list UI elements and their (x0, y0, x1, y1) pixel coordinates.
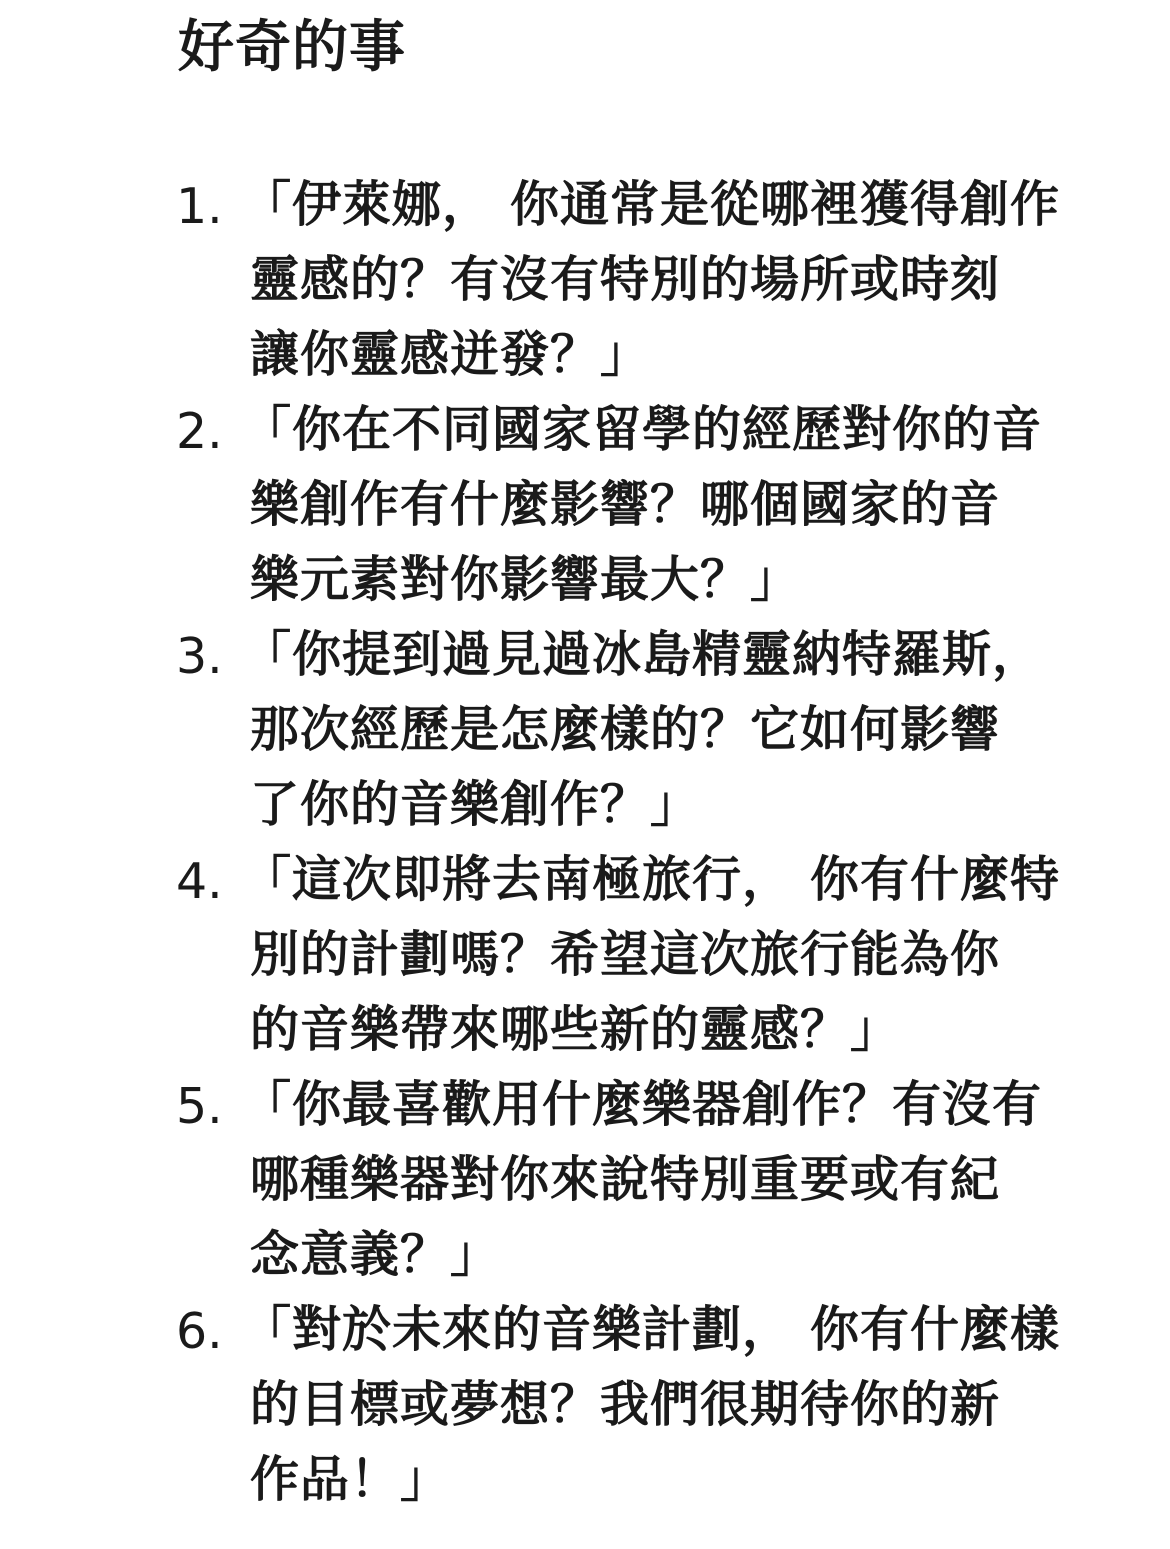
question-text-line: 別的計劃嗎？希望這次旅行能為你 (250, 926, 1001, 983)
question-number: 4. (176, 853, 223, 910)
question-text-line: 靈感的？有沒有特別的場所或時刻 (250, 251, 1001, 308)
question-text-line: 樂元素對你影響最大？」 (250, 551, 801, 608)
question-text-line: 讓你靈感迸發？」 (250, 326, 651, 383)
question-item-4 (0, 843, 1170, 1068)
question-list (0, 168, 1170, 1518)
question-item-3 (0, 618, 1170, 843)
question-number: 5. (176, 1078, 223, 1135)
question-text-line: 「這次即將去南極旅行， 你有什麼特 (242, 851, 1061, 908)
question-item-6 (0, 1293, 1170, 1518)
question-text-line: 樂創作有什麼影響？哪個國家的音 (250, 476, 1001, 533)
question-item-1 (0, 168, 1170, 393)
question-item-2 (0, 393, 1170, 618)
question-text-line: 「伊萊娜， 你通常是從哪裡獲得創作 (242, 176, 1061, 233)
question-text-line: 「對於未來的音樂計劃， 你有什麼樣 (242, 1301, 1061, 1358)
question-text-line: 「你提到過見過冰島精靈納特羅斯， (242, 626, 1043, 683)
section-heading: 好奇的事 (178, 15, 406, 80)
question-text-line: 那次經歷是怎麼樣的？它如何影響 (250, 701, 1001, 758)
question-number: 2. (176, 403, 223, 460)
question-text-line: 作品！」 (250, 1451, 451, 1508)
question-number: 1. (176, 178, 223, 235)
question-text-line: 「你在不同國家留學的經歷對你的音 (242, 401, 1043, 458)
question-text-line: 了你的音樂創作？」 (250, 776, 701, 833)
question-text-line: 哪種樂器對你來說特別重要或有紀 (250, 1151, 1001, 1208)
question-text-line: 念意義？」 (250, 1226, 501, 1283)
question-number: 6. (176, 1303, 223, 1360)
question-text-line: 的音樂帶來哪些新的靈感？」 (250, 1001, 901, 1058)
question-item-5 (0, 1068, 1170, 1293)
question-text-line: 「你最喜歡用什麼樂器創作？有沒有 (242, 1076, 1043, 1133)
question-text-line: 的目標或夢想？我們很期待你的新 (250, 1376, 1001, 1433)
question-number: 3. (176, 628, 223, 685)
